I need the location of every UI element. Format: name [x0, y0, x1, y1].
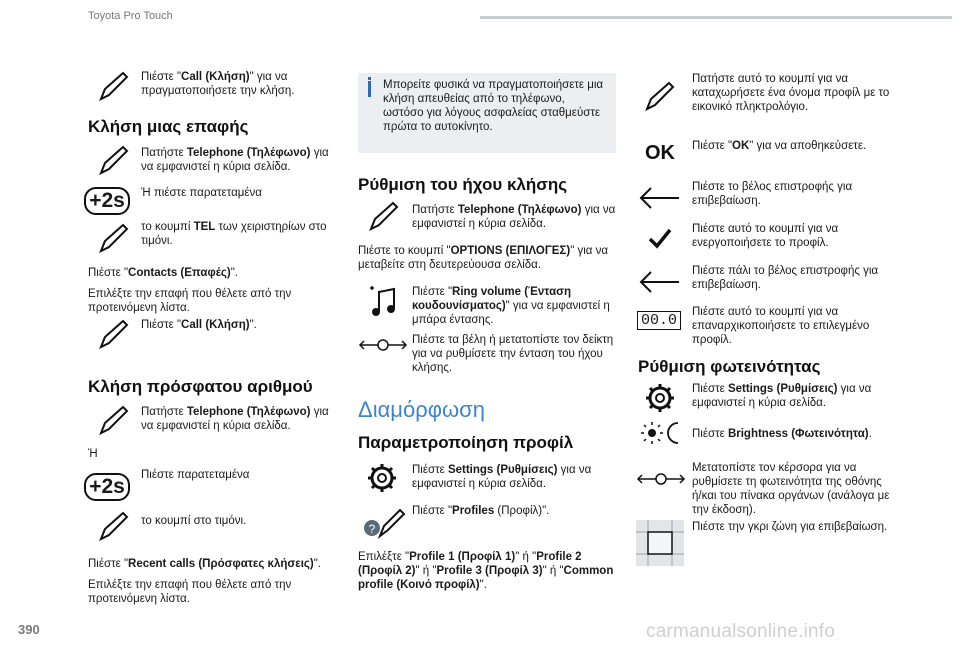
info-marker	[368, 77, 371, 80]
music-note-icon	[364, 282, 404, 322]
slider-icon	[358, 332, 408, 358]
right-b4: Πιέστε αυτό το κουμπί για να ενεργοποιήσετε το προφίλ.	[692, 223, 839, 249]
grey-zone-icon	[636, 520, 684, 566]
mid-b1: Πατήστε Telephone (Τηλέφωνο) για να εμφανιστεί η κύρια σελίδα.	[412, 204, 616, 230]
left-b3: Ή πιέστε παρατεταμένα	[141, 187, 262, 199]
mid-b7: Επιλέξτε "Profile 1 (Προφίλ 1)" ή "Profile 2 (Προφίλ 2)" ή "Profile 3 (Προφίλ 3)" ή "Common profile (Κοινό προφίλ)".	[358, 551, 614, 591]
footer-watermark: carmanualsonline.info	[646, 621, 836, 642]
gear-icon	[642, 380, 678, 416]
header-title: Toyota Pro Touch	[88, 10, 173, 22]
right-b9: Μετατοπίστε τον κέρσορα για να ρυθμίσετε τη φωτεινότητα της οθόνης ή/και του πίνακα οργάνων (ανάλογα με την έκδοση).	[692, 462, 890, 516]
left-b5: Πιέστε "Contacts (Επαφές)".	[88, 267, 238, 279]
right-b6: Πιέστε αυτό το κουμπί για να επαναρχικοποιήσετε το επιλεγμένο προφίλ.	[692, 306, 870, 346]
svg-text:?: ?	[368, 522, 376, 536]
back-arrow-icon	[636, 266, 682, 298]
right-b8: Πιέστε Brightness (Φωτεινότητα).	[692, 428, 872, 440]
heading-ringtone: Ρύθμιση του ήχου κλήσης	[358, 175, 568, 194]
back-arrow-icon	[636, 182, 682, 214]
pencil-icon	[96, 508, 132, 544]
left-b10: Πιέστε παρατεταμένα	[141, 469, 250, 481]
left-b6: Επιλέξτε την επαφή που θέλετε από την προτεινόμενη λίστα.	[88, 288, 292, 314]
right-b10: Πιέστε την γκρι ζώνη για επιβεβαίωση.	[692, 521, 888, 533]
slider-icon	[636, 466, 686, 492]
pencil-icon	[96, 316, 132, 352]
left-b13: Επιλέξτε την επαφή που θέλετε από την προτεινόμενη λίστα.	[88, 579, 292, 605]
right-b1: Πατήστε αυτό το κουμπί για να καταχωρήσετε ένα όνομα προφίλ με το εικονικό πληκτρολόγιο.	[692, 73, 890, 113]
mid-b2: Πιέστε το κουμπί "OPTIONS (ΕΠΙΛΟΓΕΣ)" για να μεταβείτε στη δευτερεύουσα σελίδα.	[358, 245, 609, 271]
mid-b5: Πιέστε Settings (Ρυθμίσεις) για να εμφανιστεί η κύρια σελίδα.	[412, 464, 592, 490]
page-number: 390	[18, 622, 40, 637]
right-b3: Πιέστε το βέλος επιστροφής για επιβεβαίωση.	[692, 181, 853, 207]
pencil-icon	[366, 198, 402, 234]
heading-brightness: Ρύθμιση φωτεινότητας	[638, 357, 821, 376]
gear-icon	[364, 460, 400, 496]
left-b8: Πατήστε Telephone (Τηλέφωνο) για να εμφανιστεί η κύρια σελίδα.	[141, 406, 329, 432]
right-b2: Πιέστε "OK" για να αποθηκεύσετε.	[692, 140, 867, 152]
header-bar	[480, 16, 952, 19]
checkmark-icon	[644, 224, 676, 252]
reset-label: 00.0	[637, 311, 681, 330]
pencil-icon	[96, 142, 132, 178]
info-note-text: Μπορείτε φυσικά να πραγματοποιήσετε μια κλήση απευθείας από το τηλέφωνο, ωστόσο για λόγους ασφαλείας σταθμεύστε πρώτα το αυτοκίνητο.	[383, 79, 604, 133]
reset-icon	[636, 310, 682, 330]
mid-b3: Πιέστε "Ring volume (Ένταση κουδουνίσματος)" για να εμφανιστεί η μπάρα έντασης.	[412, 286, 610, 326]
brightness-icon	[640, 418, 684, 448]
pencil-icon	[96, 68, 132, 104]
mid-b6: Πιέστε "Profiles (Προφίλ)".	[412, 505, 550, 517]
info-marker	[368, 81, 371, 97]
pencil-icon	[96, 402, 132, 438]
heading-profile: Παραμετροποίηση προφίλ	[358, 433, 574, 452]
long-press-icon	[86, 472, 128, 502]
left-b1: Πιέστε "Call (Κλήση)" για να πραγματοποιήσετε την κλήση.	[141, 71, 295, 97]
long-press-label: +2s	[84, 473, 130, 501]
left-b4: το κουμπί TEL των χειριστηρίων στο τιμόνι.	[141, 221, 327, 247]
left-b9: Ή	[88, 448, 98, 460]
info-note	[358, 73, 616, 153]
ok-button-icon	[638, 140, 682, 166]
heading-recent-number: Κλήση πρόσφατου αριθμού	[88, 377, 313, 396]
left-b2: Πατήστε Telephone (Τηλέφωνο) για να εμφανιστεί η κύρια σελίδα.	[141, 147, 329, 173]
pencil-icon	[640, 76, 680, 116]
long-press-label: +2s	[84, 187, 130, 215]
ok-label: OK	[645, 141, 675, 164]
right-b5: Πιέστε πάλι το βέλος επιστροφής για επιβεβαίωση.	[692, 265, 879, 291]
left-b11: το κουμπί στο τιμόνι.	[141, 515, 247, 527]
pencil-icon	[96, 220, 132, 256]
heading-call-contact: Κλήση μιας επαφής	[88, 117, 249, 136]
right-b7: Πιέστε Settings (Ρυθμίσεις) για να εμφανιστεί η κύρια σελίδα.	[692, 383, 872, 409]
section-configuration: Διαμόρφωση	[358, 397, 485, 422]
left-b7: Πιέστε "Call (Κλήση)".	[141, 319, 257, 331]
profile-icon	[362, 502, 406, 540]
left-b12: Πιέστε "Recent calls (Πρόσφατες κλήσεις)".	[88, 558, 321, 570]
long-press-icon	[86, 186, 128, 216]
mid-b4: Πιέστε τα βέλη ή μετατοπίστε τον δείκτη για να ρυθμίσετε την ένταση του ήχου κλήσης.	[412, 334, 614, 374]
